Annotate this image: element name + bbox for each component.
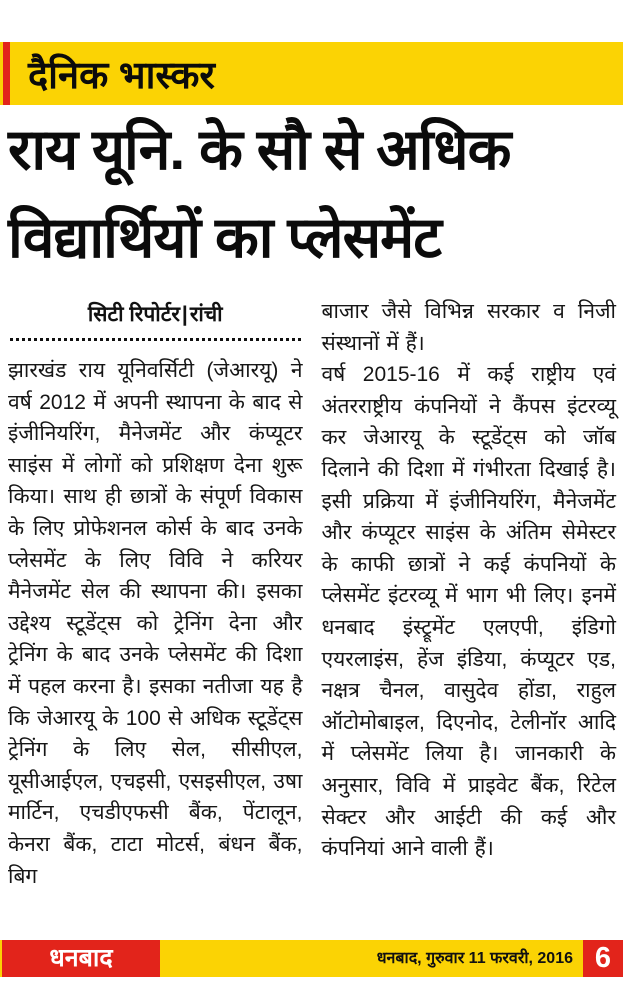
right-column (322, 296, 617, 892)
article-headline (8, 106, 616, 282)
byline-reporter: सिटी रिपोर्टर (87, 303, 180, 326)
right-column-text (322, 296, 617, 865)
left-column-text (8, 355, 303, 892)
masthead-bar (0, 42, 623, 105)
byline-location: रांची (189, 303, 223, 326)
headline-line-1: राय यूनि. के सौ से अधिक (8, 118, 511, 182)
footer-bar (0, 940, 623, 977)
article-body (8, 296, 616, 892)
left-column (8, 296, 303, 892)
footer-dateline: धनबाद, गुरुवार 11 फरवरी, 2016 (376, 950, 573, 967)
paragraph: वर्ष 2015-16 में कई राष्ट्रीय एवं अंतरराष्ट्रीय कंपनियों ने कैंपस इंटरव्यू कर जेआरयू के स्टूडेंट्स को जॉब दिलाने की दिशा में गंभीरता दिखाई है। इसी प्रक्रिया में इंजीनियरिंग, मैनेजमेंट और कंप्यूटर साइंस के अंतिम सेमेस्टर के काफी छात्रों ने कई कंपनियों के प्लेसमेंट इंटरव्यू में भाग भी लिए। इनमें धनबाद इंस्ट्रूमेंट एलएपी, इंडिगो एयरलाइंस, हेंज इंडिया, कंप्यूटर एड, नक्षत्र चैनल, वासुदेव होंडा, राहुल ऑटोमोबाइल, दिएनोद, टेलीनॉर आदि में प्लेसमेंट लिया है। जानकारी के अनुसार, विवि में प्राइवेट बैंक, रिटेल सेक्टर और आईटी की कई और कंपनियां आने वाली हैं। (321, 363, 616, 861)
paragraph: झारखंड राय यूनिवर्सिटी (जेआरयू) ने वर्ष 2012 में अपनी स्थापना के बाद से इंजीनियरिंग, मैनेजमेंट और कंप्यूटर साइंस में लोगों को प्रशिक्षण देना शुरू किया। साथ ही छात्रों के संपूर्ण विकास के लिए प्रोफेशनल कोर्स के बाद उनके प्लेसमेंट के लिए विवि ने करियर मैनेजमेंट सेल की स्थापना की। इसका उद्देश्य स्टूडेंट्स को ट्रेनिंग देना और ट्रेनिंग के बाद उनके प्लेसमेंट की दिशा में पहल करना है। इसका नतीजा यह है कि जेआरयू के 100 से अधिक स्टूडेंट्स ट्रेनिंग के लिए सेल, सीसीएल, यूसीआईएल, एचइसी, एसइसीएल, उषा मार्टिन, एचडीएफसी बैंक, पेंटालून, केनरा बैंक, टाटा मोटर्स, बंधन बैंक, बिग (8, 359, 303, 888)
byline-separator: | (181, 303, 188, 326)
edition-block (2, 940, 160, 977)
paragraph: बाजार जैसे विभिन्न सरकार व निजी संस्थानों में हैं। (321, 300, 616, 355)
byline-dotted-divider (10, 338, 301, 341)
newspaper-logo: दैनिक भास्कर (28, 54, 215, 97)
masthead-red-strip (3, 42, 10, 105)
page-number-block (583, 940, 623, 977)
byline (8, 296, 303, 328)
edition-label: धनबाद (49, 944, 113, 972)
page-number: 6 (594, 942, 612, 974)
headline-line-2: विद्यार्थियों का प्लेसमेंट (8, 206, 441, 270)
